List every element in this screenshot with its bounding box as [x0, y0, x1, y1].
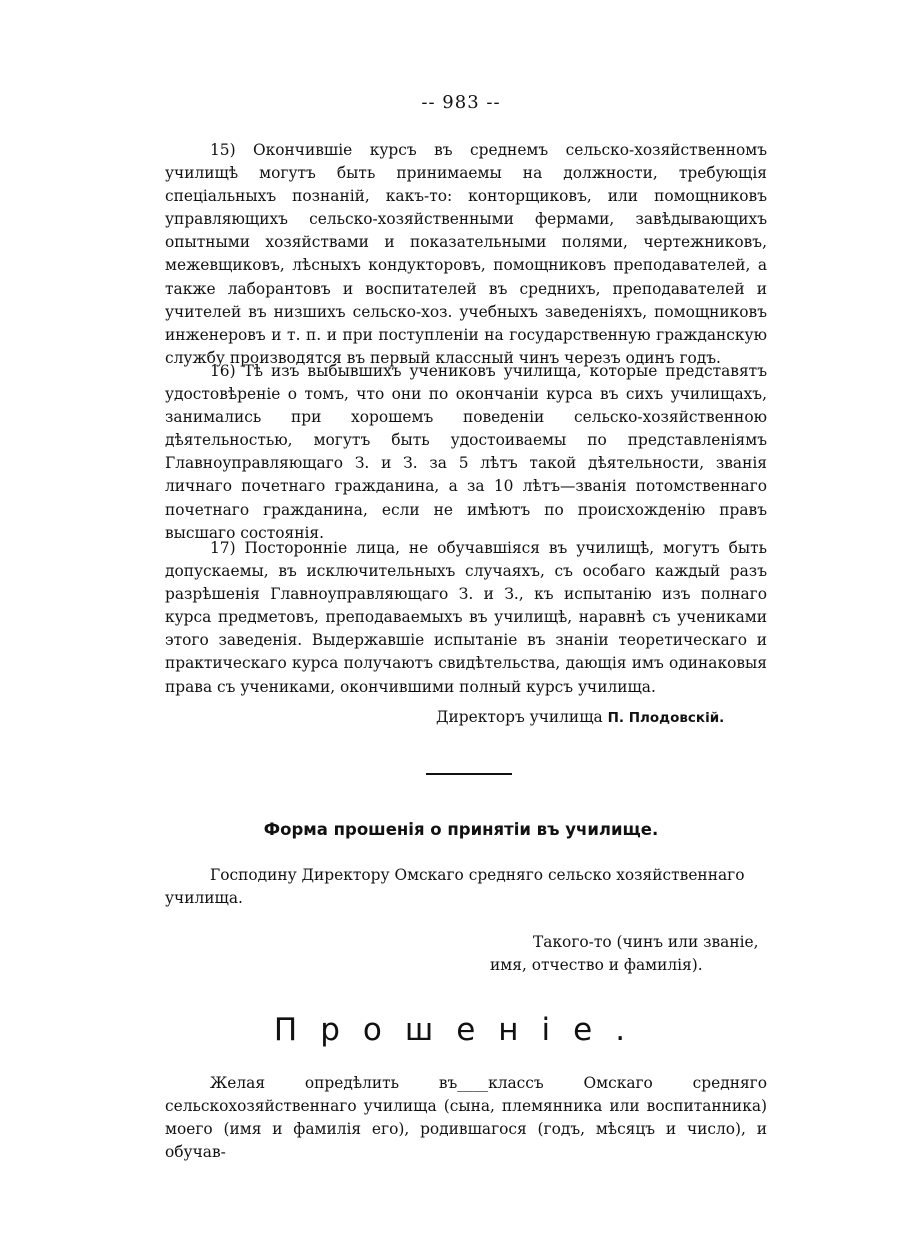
section-divider [426, 773, 512, 775]
form-title: Форма прошенія о принятіи въ училище. [263, 820, 659, 839]
sender-line-1: Такого-то (чинъ или званіе, [533, 933, 759, 951]
petition-heading: Прошеніе. [273, 1012, 649, 1048]
paragraph-16 [165, 360, 767, 545]
paragraph-15 [165, 139, 767, 370]
paragraph-15-text: 15) Окончившіе курсъ въ среднемъ сельско-хозяйственномъ училищѣ могутъ быть принимаемы на должности, требующія спеціальныхъ познаній, какъ-то: конторщиковъ, или помощниковъ управляющихъ сельско-хозяйственными фермами, завѣдывающихъ опытными хозяйствами и показательными полями, чертежниковъ, межевщиковъ, лѣсныхъ кондукторовъ, помощниковъ преподавателей, а также лаборантовъ и воспитателей въ среднихъ, преподавателей и учителей въ низшихъ сельско-хоз. учебныхъ заведеніяхъ, помощниковъ инженеровъ и т. п. и при поступленіи на государственную гражданскую службу производятся въ первый классный чинъ черезъ одинъ годъ. [165, 141, 767, 367]
petition-text: Желая опредѣлить въ____классъ Омскаго средняго сельскохозяйственнаго училища (сына, племянника или воспитанника) моего (имя и фамилія его), родившагося (годъ, мѣсяцъ и число), и обучав- [165, 1074, 767, 1162]
addressee: Господину Директору Омскаго средняго сельско хозяйственнаго училища. [165, 866, 745, 908]
signature-title: Директоръ училища [436, 708, 603, 726]
petition-body [165, 1072, 767, 1164]
paragraph-17-text: 17) Посторонніе лица, не обучавшіяся въ училищѣ, могутъ быть допускаемы, въ исключительныхъ случаяхъ, съ особаго каждый разъ разрѣшенія Главноуправляющаго З. и З., къ испытанію изъ полнаго курса предметовъ, преподаваемыхъ въ училищѣ, наравнѣ съ учениками этого заведенія. Выдержавшіе испытаніе въ знаніи теоретическаго и практическаго курса получаютъ свидѣтельства, дающія имъ одинаковыя права съ учениками, окончившими полный курсъ училища. [165, 539, 767, 696]
signature-name: П. Плодовскій. [607, 710, 725, 726]
paragraph-17 [165, 537, 767, 699]
paragraph-16-text: 16) Тѣ изъ выбывшихъ учениковъ училища, которые представятъ удостовѣреніе о томъ, что они по окончаніи курса въ сихъ училищахъ, занимались при хорошемъ поведеніи сельско-хозяйственною дѣятельностью, могутъ быть удостоиваемы по представленіямъ Главноуправляющаго З. и З. за 5 лѣтъ такой дѣятельности, званія личнаго почетнаго гражданина, а за 10 лѣтъ—званія потомственнаго почетнаго гражданина, если не имѣютъ по происхожденію правъ высшаго состоянія. [165, 362, 767, 542]
page-number: -- 983 -- [421, 92, 501, 113]
sender-line-2: имя, отчество и фамилія). [490, 956, 703, 974]
signature [436, 708, 724, 726]
